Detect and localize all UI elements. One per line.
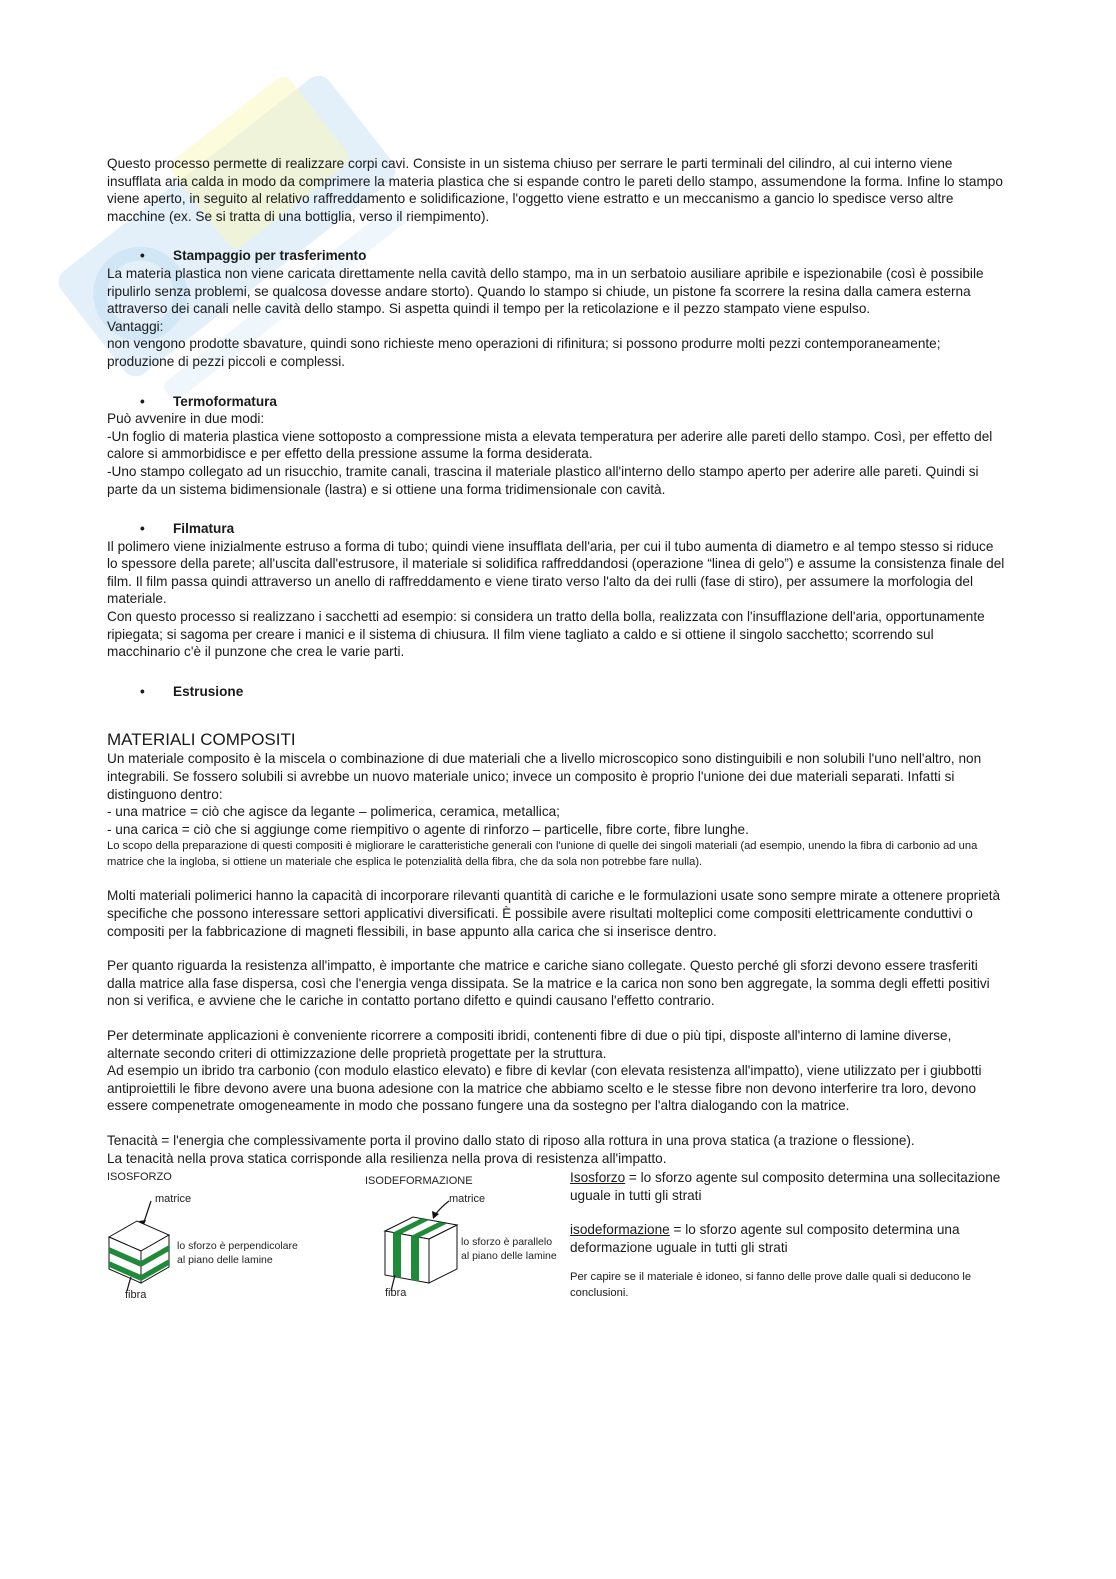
definition-text: = lo sforzo agente sul composito determina una sollecitazione uguale in tutti gli strati — [570, 1170, 1001, 1203]
definition-text: = lo sforzo agente sul composito determina una deformazione uguale in tutti gli strati — [570, 1222, 960, 1255]
paragraph: - una carica = ciò che si aggiunge come riempitivo o agente di rinforzo – particelle, fibre corte, fibre lunghe. — [107, 821, 749, 837]
section-heading-estrusione — [107, 683, 1007, 701]
bullet-icon: • — [140, 393, 145, 409]
paragraph: Con questo processo si realizzano i sacchetti ad esempio: si considera un tratto della bolla, realizzata con l'insufflazione dell'aria, opportunamente ripiegata; si sagoma per creare i manici e il sistema di chiusura. Il film viene tagliato a caldo e si ottiene il singolo sacchetto; scorrendo sul macchinario c'è il punzone che crea le varie parti. — [107, 609, 985, 660]
figure-title: ISOSFORZO — [107, 1171, 172, 1184]
isodeformazione-cube-icon — [383, 1197, 463, 1293]
figure-caption-line1: lo sforzo è parallelo — [461, 1236, 553, 1249]
paragraph: - una matrice = ciò che agisce da legante – polimerica, ceramica, metallica; — [107, 804, 560, 820]
figure-caption-line1: lo sforzo è perpendicolare — [177, 1240, 298, 1253]
paragraph: Tenacità = l'energia che complessivamente porta il provino dallo stato di riposo alla rottura in una prova statica (a trazione o flessione). — [107, 1132, 915, 1148]
heading-text: Stampaggio per trasferimento — [173, 248, 367, 264]
heading-text: Termoformatura — [173, 393, 277, 409]
figure-isodeformazione — [365, 1169, 575, 1309]
definition-isodeformazione — [570, 1221, 1010, 1256]
definitions-note: Per capire se il materiale è idoneo, si fanno delle prove dalle quali si deducono le conclusioni. — [570, 1270, 972, 1299]
paragraph: La tenacità nella prova statica corrisponde alla resilienza nella prova di resistenza all'impatto. — [107, 1150, 667, 1166]
bullet-icon: • — [140, 521, 145, 537]
intro-paragraph: Questo processo permette di realizzare corpi cavi. Consiste in un sistema chiuso per serrare le parti terminali del cilindro, al cui interno viene insufflata aria calda in modo da comprimere la materia plastica che si espande contro le pareti dello stampo, assumendone la forma. Infine lo stampo viene aperto, in seguito al relativo raffreddamento e solidificazione, l'oggetto viene estratto e un meccanismo a gancio lo spedisce verso altre macchine (ex. Se si tratta di una bottiglia, verso il riempimento). — [107, 156, 1003, 224]
figure-isosforzo — [107, 1169, 337, 1309]
definition-isosforzo — [570, 1169, 1010, 1204]
section-heading-termoformatura — [107, 393, 1007, 411]
figure-caption-line2: al piano delle lamine — [461, 1250, 557, 1263]
paragraph: La materia plastica non viene caricata direttamente nella cavità dello stampo, ma in un serbatoio ausiliare apribile e ispezionabile (così è possibile ripulirlo senza problemi, se qualcosa dovesse andare storto). Quando lo stampo si chiude, un pistone fa scorrere la resina dalla camera esterna attraverso dei canali nelle cavità dello stampo. Si aspetta quindi il tempo per la reticolazione e il pezzo stampato viene espulso. — [107, 265, 984, 317]
paragraph: Può avvenire in due modi: — [107, 411, 265, 427]
paragraph: -Uno stampo collegato ad un risucchio, tramite canali, trascina il materiale plastico all'interno dello stampo aperto per aderire alle pareti. Quindi si parte da un sistema bidimensionale (lastra) e si ottiene una forma tridimensionale con cavità. — [107, 463, 979, 497]
paragraph: non vengono prodotte sbavature, quindi sono richieste meno operazioni di rifinitura; si possono produrre molti pezzi contemporaneamente; produzione di pezzi piccoli e complessi. — [107, 336, 941, 369]
definitions-column — [570, 1169, 1010, 1300]
section-title-compositi: MATERIALI COMPOSITI — [107, 730, 296, 750]
paragraph: Ad esempio un ibrido tra carbonio (con modulo elastico elevato) e fibre di kevlar (con elevata resistenza all'impatto), viene utilizzato per i giubbotti antiproiettili le fibre devono avere una buona adesione con la matrice che abbiamo scelto e le stesse fibre non devono interferire tra loro, devono essere compenetrate omogeneamente in modo che possano fungere una da sostegno per l'altra dialogando con la matrice. — [107, 1063, 982, 1114]
heading-text: Estrusione — [173, 683, 244, 699]
section-heading-stampaggio — [107, 247, 1007, 265]
figure-title: ISODEFORMAZIONE — [365, 1175, 473, 1188]
fiber-label: fibra — [385, 1287, 407, 1300]
figures-row — [107, 1169, 1007, 1319]
paragraph: Il polimero viene inizialmente estruso a forma di tubo; quindi viene insufflata dell'aria, per cui il tubo aumenta di diametro e al tempo stesso si riduce lo spessore della parete; all'uscita dall'estrusore, il materiale si solidifica raffreddandosi (operazione “linea di gelo”) e assume la consistenza finale del film. Il film passa quindi attraverso un anello di raffreddamento e viene tirato verso l'alto da dei rulli (fase di stiro), per assumere la morfologia del materiale. — [107, 538, 1005, 607]
fiber-label: fibra — [125, 1289, 147, 1302]
paragraph: Per quanto riguarda la resistenza all'impatto, è importante che matrice e cariche siano collegate. Questo perché gli sforzi devono essere trasferiti dalla matrice alla fase dispersa, così che l'energia venga dissipata. Se la matrice e la carica non sono ben aggregate, la somma degli effetti positivi non si verifica, e avviene che le cariche in contatto portano difetto e quindi causano l'effetto contrario. — [107, 958, 990, 1009]
matrix-label: matrice — [449, 1193, 486, 1206]
figure-caption-line2: al piano delle lamine — [177, 1254, 273, 1267]
paragraph: -Un foglio di materia plastica viene sottoposto a compressione mista a elevata temperatura per aderire alle pareti dello stampo. Così, per effetto del calore si ammorbidisce e per effetto della pressione assume la forma desiderata. — [107, 428, 993, 462]
matrix-label: matrice — [155, 1193, 192, 1206]
document-page — [107, 155, 1007, 1319]
paragraph: Vantaggi: — [107, 318, 164, 334]
paragraph: Un materiale composito è la miscela o combinazione di due materiali che a livello microscopico sono distinguibili e non solubili l'uno nell'altro, non integrabili. Se fossero solubili si avrebbe un nuovo materiale unico; invece un composito è proprio l'unione dei due materiali separati. Infatti si distinguono dentro: — [107, 751, 982, 802]
bullet-icon: • — [140, 248, 145, 264]
paragraph: Molti materiali polimerici hanno la capacità di incorporare rilevanti quantità di cariche e le formulazioni usate sono sempre mirate a ottenere proprietà specifiche che possono interessare settori applicativi diversificati. È possibile avere risultati molteplici come compositi elettricamente conduttivi o compositi per la fabbricazione di magneti flessibili, in base appunto alla carica che si inserisce dentro. — [107, 888, 1001, 939]
term-isosforzo: Isosforzo — [570, 1170, 626, 1186]
term-isodeformazione: isodeformazione — [570, 1222, 670, 1238]
isosforzo-cube-icon — [107, 1197, 179, 1293]
heading-text: Filmatura — [173, 521, 235, 537]
section-heading-filmatura — [107, 520, 1007, 538]
bullet-icon: • — [140, 683, 145, 699]
paragraph: Per determinate applicazioni è conveniente ricorrere a compositi ibridi, contenenti fibre di due o più tipi, disposte all'interno di lamine diverse, alternate secondo criteri di ottimizzazione delle proprietà progettate per la struttura. — [107, 1027, 952, 1061]
paragraph-small: Lo scopo della preparazione di questi compositi è migliorare le caratteristiche generali con l'unione di quelle dei singoli materiali (ad esempio, unendo la fibra di carbonio ad una matrice che la ingloba, si ottiene un materiale che esplica le potenzialità della fibra, che da sola non potrebbe fare nulla). — [107, 840, 978, 869]
